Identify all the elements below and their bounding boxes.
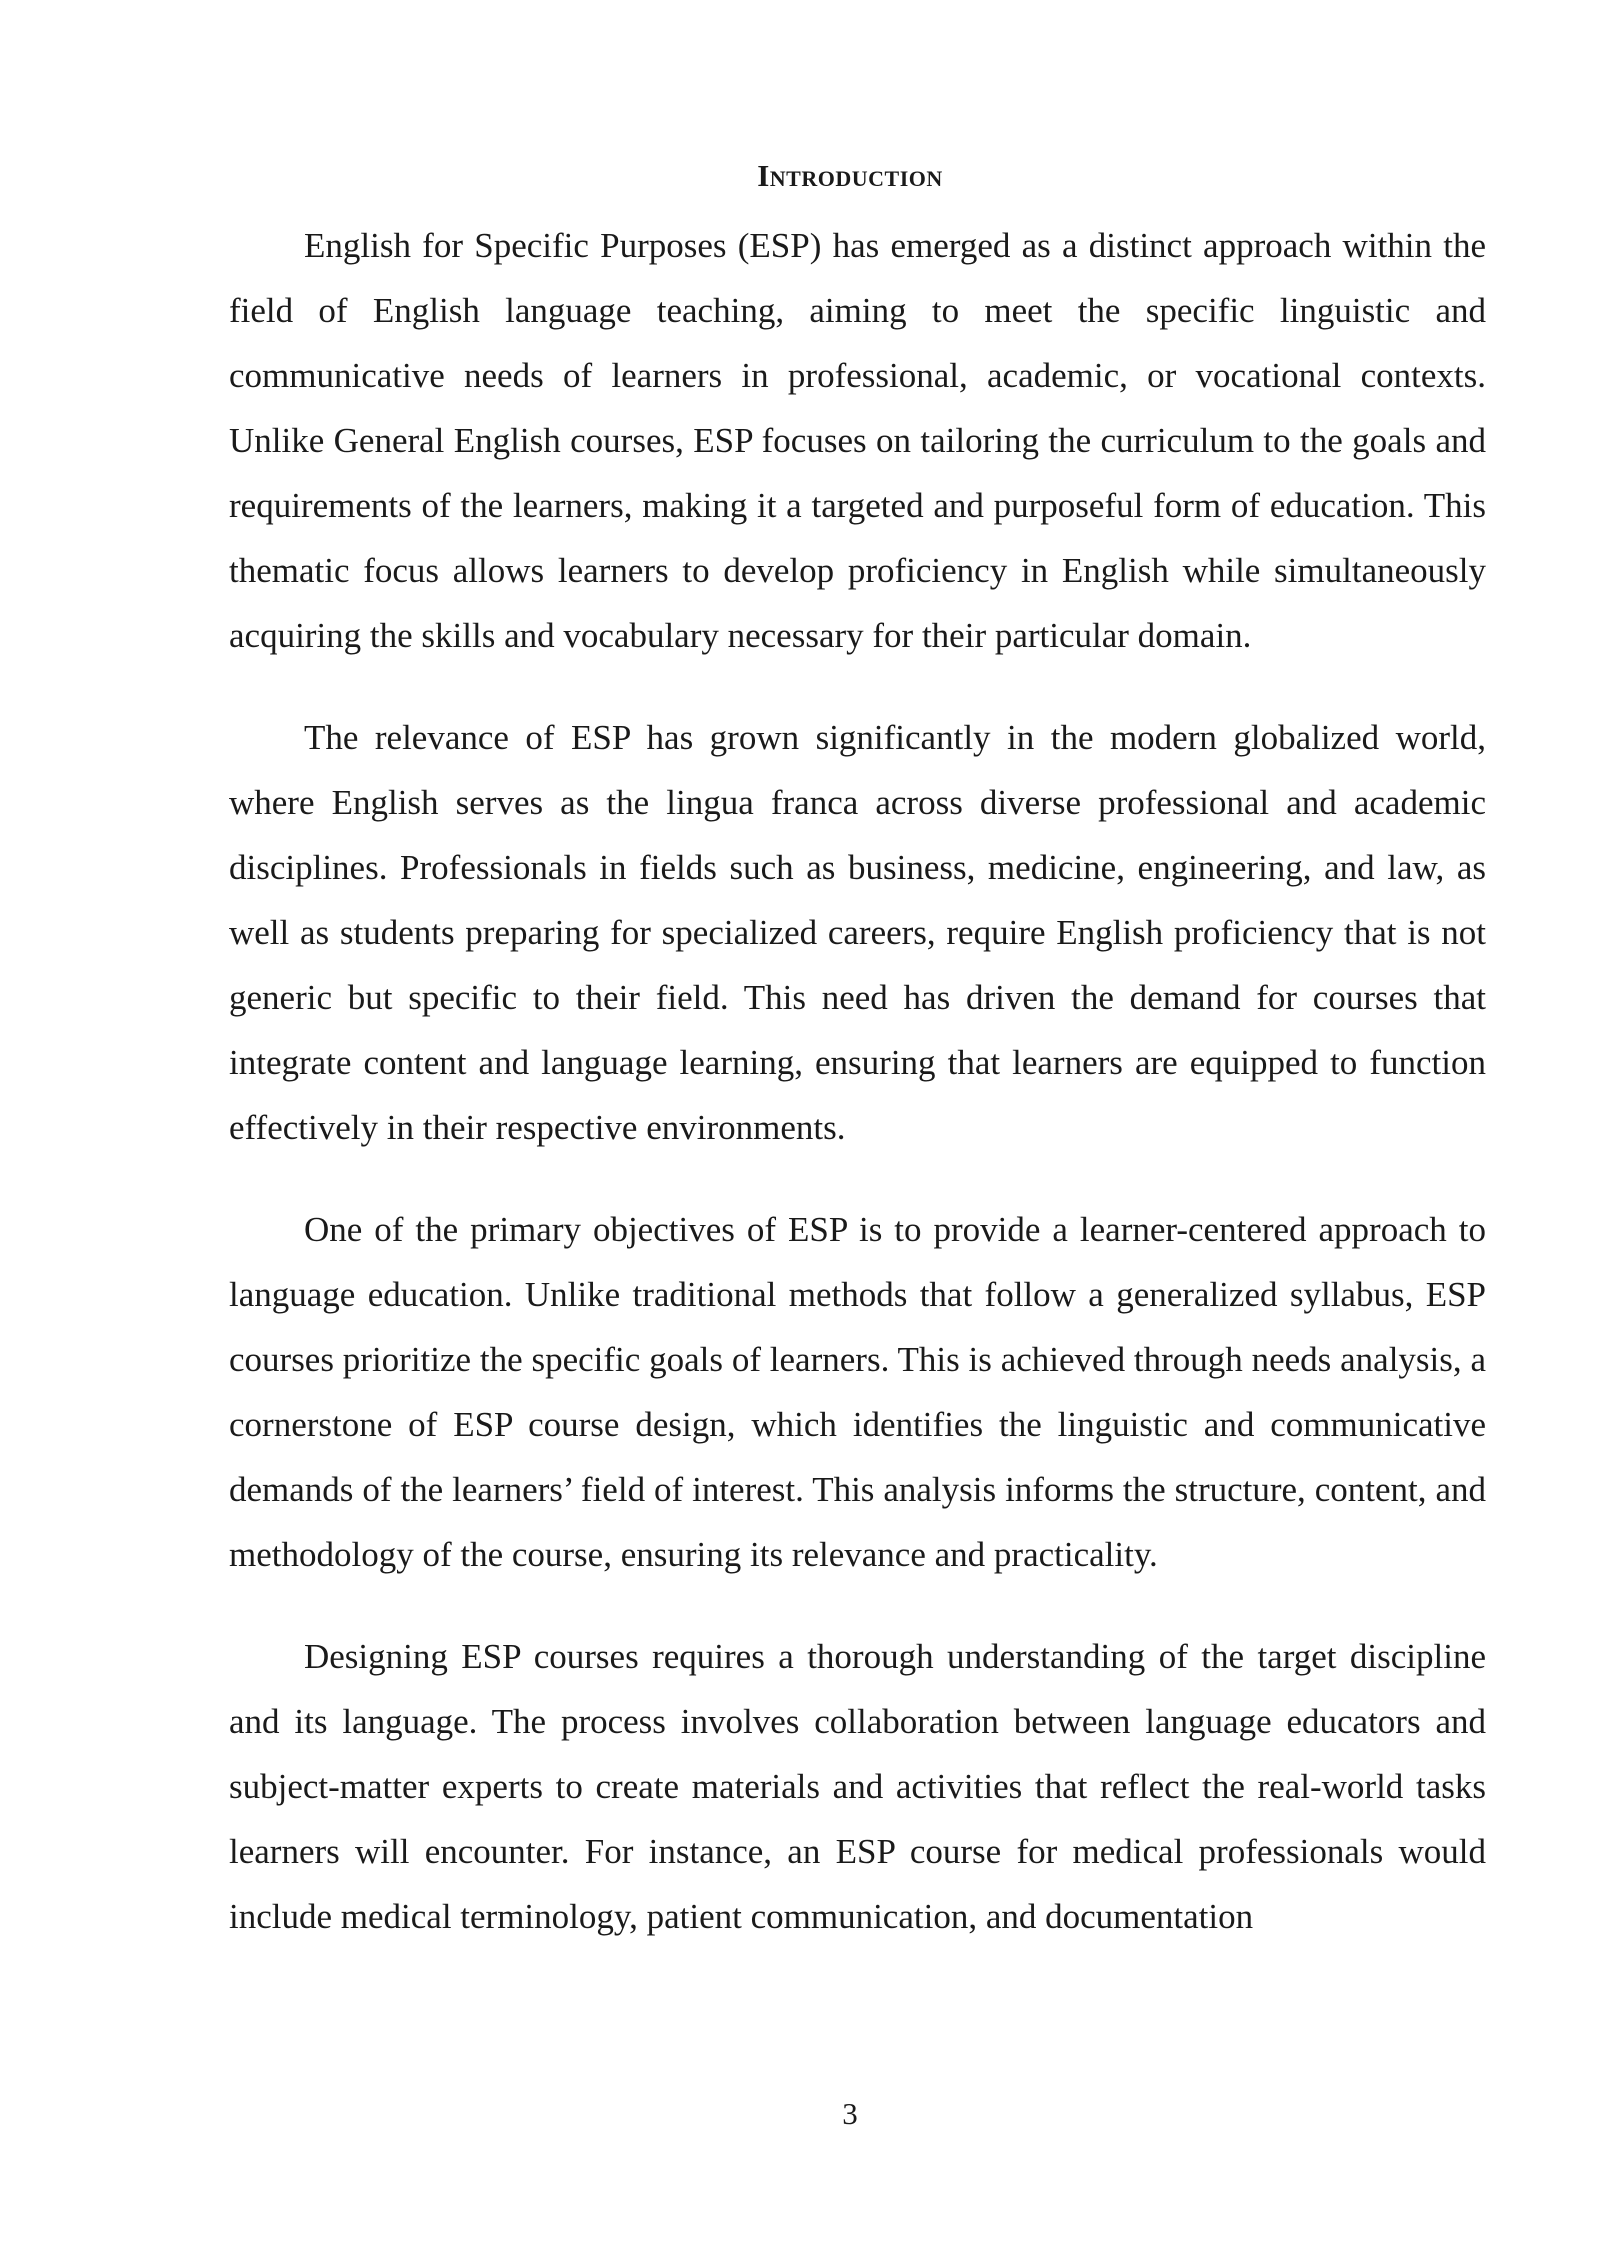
paragraph-2: The relevance of ESP has grown significantly in the modern globalized world, where English serves as the lingua franca across diverse professional and academic disciplines. Professionals in fields such as business, medicine, engineering, and law, as well as students preparing for specialized careers, require English proficiency that is not generic but specific to their field. This need has driven the demand for courses that integrate content and language learning, ensuring that learners are equipped to function effectively in their respective environments.	[229, 718, 1486, 1147]
page-number: 3	[842, 2096, 858, 2131]
document-body	[229, 213, 1486, 1986]
paragraph-1: English for Specific Purposes (ESP) has emerged as a distinct approach within the field of English language teaching, aiming to meet the specific linguistic and communicative needs of learners in professional, academic, or vocational contexts. Unlike General English courses, ESP focuses on tailoring the curriculum to the goals and requirements of the learners, making it a targeted and purposeful form of education. This thematic focus allows learners to develop proficiency in English while simultaneously acquiring the skills and vocabulary necessary for their particular domain.	[229, 226, 1486, 655]
paragraph-4: Designing ESP courses requires a thorough understanding of the target discipline and its language. The process involves collaboration between language educators and subject-matter experts to create materials and activities that reflect the real-world tasks learners will encounter. For instance, an ESP course for medical professionals would include medical terminology, patient communication, and documentation	[229, 1637, 1486, 1936]
paragraph-3: One of the primary objectives of ESP is to provide a learner-centered approach to language education. Unlike traditional methods that follow a generalized syllabus, ESP courses prioritize the specific goals of learners. This is achieved through needs analysis, a cornerstone of ESP course design, which identifies the linguistic and communicative demands of the learners’ field of interest. This analysis informs the structure, content, and methodology of the course, ensuring its relevance and practicality.	[229, 1210, 1486, 1574]
section-title: Introduction	[757, 158, 943, 193]
